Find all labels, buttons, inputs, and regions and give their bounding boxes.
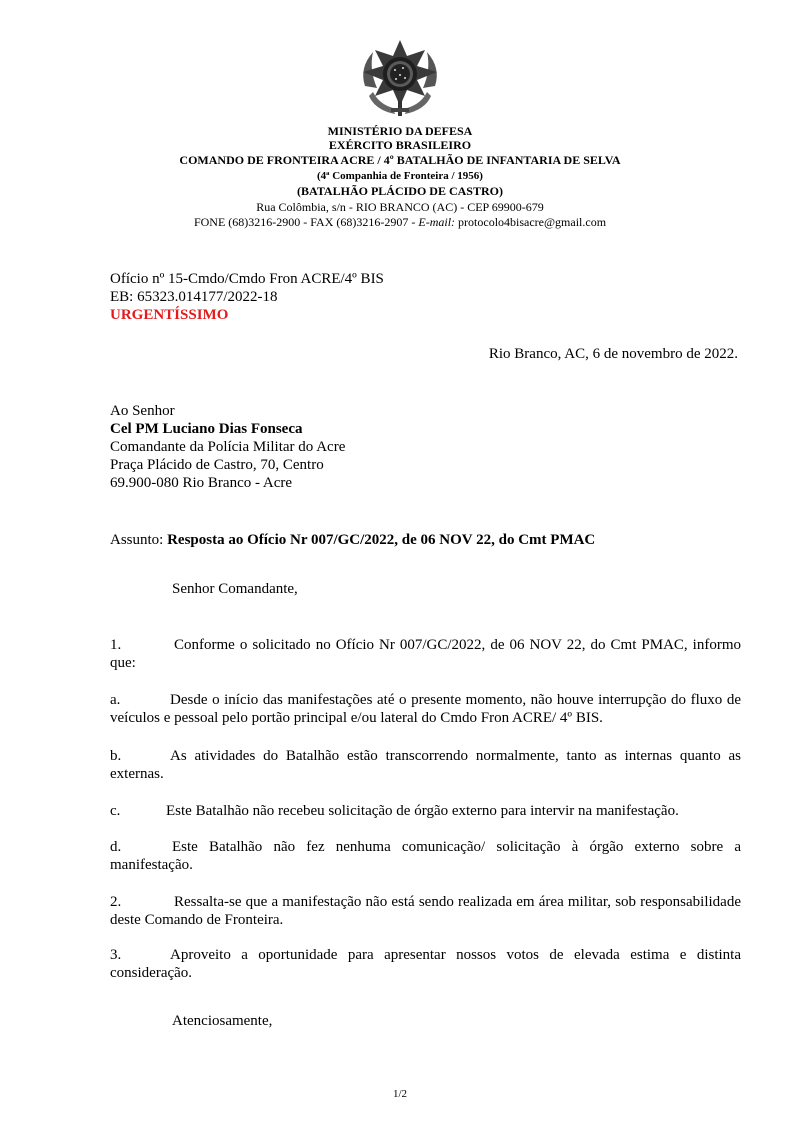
item-c-text: Este Batalhão não recebeu solicitação de órgão externo para intervir na manifestação. (166, 803, 679, 819)
greeting: Senhor Comandante, (172, 581, 298, 597)
item-a (110, 691, 741, 727)
item-2-text: Ressalta-se que a manifestação não está sendo realizada em área militar, sob responsabilidade deste Comando de Fronteira. (110, 894, 741, 928)
recipient-salutation: Ao Senhor (110, 403, 175, 419)
item-c (110, 802, 741, 820)
recipient-name: Cel PM Luciano Dias Fonseca (110, 421, 303, 437)
item-b-number: b. (110, 748, 122, 764)
recipient-street: Praça Plácido de Castro, 70, Centro (110, 457, 324, 473)
header-army: EXÉRCITO BRASILEIRO (328, 138, 472, 152)
subject-label: Assunto: (110, 532, 164, 548)
header-battalion: (BATALHÃO PLÁCIDO DE CASTRO) (297, 184, 503, 198)
header-ministry: MINISTÉRIO DA DEFESA (327, 124, 473, 138)
item-d-text: Este Batalhão não fez nenhuma comunicação/ solicitação à órgão externo sobre a manifestação. (110, 839, 741, 873)
header-email: protocolo4bisacre@gmail.com (458, 215, 607, 229)
header-company: (4ª Companhia de Fronteira / 1956) (317, 170, 483, 182)
item-3 (110, 946, 741, 982)
page-number: 1/2 (392, 1088, 408, 1100)
brazil-coat-of-arms-icon (355, 38, 445, 122)
item-3-text: Aproveito a oportunidade para apresentar nossos votos de elevada estima e distinta consideração. (110, 947, 741, 981)
subject-text: Resposta ao Ofício Nr 007/GC/2022, de 06 NOV 22, do Cmt PMAC (167, 532, 596, 548)
item-1 (110, 636, 741, 672)
place-date: Rio Branco, AC, 6 de novembro de 2022. (488, 346, 738, 362)
closing: Atenciosamente, (172, 1013, 273, 1029)
recipient-role: Comandante da Polícia Militar do Acre (110, 439, 346, 455)
item-a-text: Desde o início das manifestações até o presente momento, não houve interrupção do fluxo de veículos e pessoal pelo portão principal e/ou lateral do Cmdo Fron ACRE/ 4º BIS. (110, 692, 741, 726)
eb-number: EB: 65323.014177/2022-18 (110, 289, 278, 305)
item-c-number: c. (110, 803, 121, 819)
item-3-number: 3. (110, 947, 122, 963)
recipient-city: 69.900-080 Rio Branco - Acre (110, 475, 293, 491)
header-address: Rua Colômbia, s/n - RIO BRANCO (AC) - CEP 69900-679 (256, 200, 544, 214)
header-command: COMANDO DE FRONTEIRA ACRE / 4º BATALHÃO DE INFANTARIA DE SELVA (179, 153, 621, 167)
subject-line (110, 531, 595, 549)
item-d-number: d. (110, 839, 122, 855)
header-contact (0, 215, 800, 229)
item-2-number: 2. (110, 894, 122, 910)
item-1-number: 1. (110, 637, 122, 653)
item-b (110, 747, 741, 783)
item-b-text: As atividades do Batalhão estão transcorrendo normalmente, tanto as internas quanto as externas. (110, 748, 741, 782)
item-d (110, 838, 741, 874)
item-1-text: Conforme o solicitado no Ofício Nr 007/GC/2022, de 06 NOV 22, do Cmt PMAC, informo que: (110, 637, 741, 671)
header-email-label: E-mail: (418, 215, 456, 229)
item-2 (110, 893, 741, 929)
item-a-number: a. (110, 692, 121, 708)
urgency-label: URGENTÍSSIMO (110, 307, 229, 323)
oficio-number: Ofício nº 15-Cmdo/Cmdo Fron ACRE/4º BIS (110, 271, 384, 287)
header-phones: FONE (68)3216-2900 - FAX (68)3216-2907 - (193, 215, 416, 229)
